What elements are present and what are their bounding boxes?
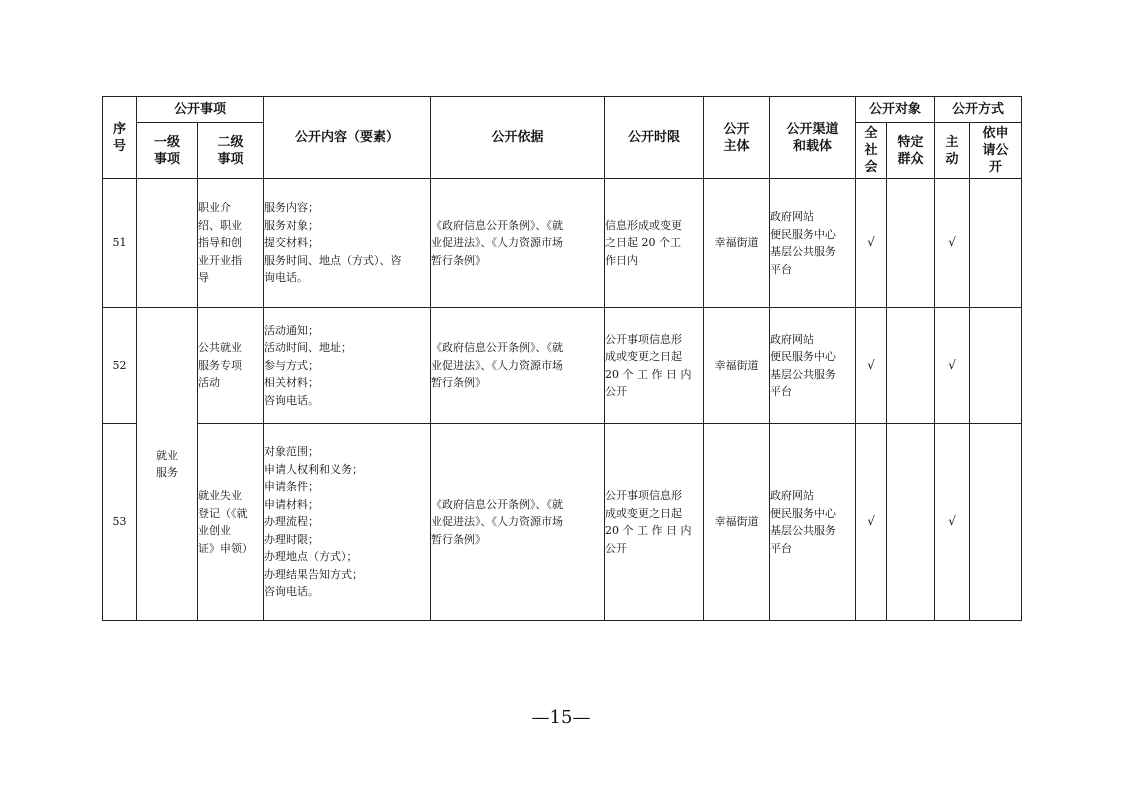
time-limit-cell: 公开事项信息形 成或变更之日起 20 个 工 作 日 内 公开 [605, 308, 704, 424]
basis-cell: 《政府信息公开条例》、《就 业促进法》、《人力资源市场 暂行条例》 [431, 179, 605, 308]
level1-cell-empty [137, 179, 198, 308]
header-target-all: 全社会 [856, 123, 887, 179]
target-all-check: √ [856, 424, 887, 621]
level2-cell: 公共就业 服务专项 活动 [198, 308, 264, 424]
method-apply-check [970, 424, 1022, 621]
basis-cell: 《政府信息公开条例》、《就 业促进法》、《人力资源市场 暂行条例》 [431, 308, 605, 424]
subject-cell: 幸福街道 [704, 179, 770, 308]
content-cell: 对象范围； 申请人权利和义务； 申请条件； 申请材料； 办理流程； 办理时限； 办理地点（方式）； 办理结果告知方式； 咨询电话。 [264, 424, 431, 621]
method-active-check: √ [935, 308, 970, 424]
level2-cell: 职业介 绍、职业 指导和创 业开业指 导 [198, 179, 264, 308]
target-specific-check [887, 308, 935, 424]
header-seq: 序号 [103, 97, 137, 179]
header-items-group: 公开事项 [137, 97, 264, 123]
target-specific-check [887, 424, 935, 621]
header-basis: 公开依据 [431, 97, 605, 179]
level1-cell: 就业服务 [137, 308, 198, 621]
method-apply-check [970, 179, 1022, 308]
basis-cell: 《政府信息公开条例》、《就 业促进法》、《人力资源市场 暂行条例》 [431, 424, 605, 621]
header-method-group: 公开方式 [935, 97, 1022, 123]
target-specific-check [887, 179, 935, 308]
level2-cell: 就业失业 登记（《就 业创业 证》申领） [198, 424, 264, 621]
header-channel: 公开渠道和载体 [770, 97, 856, 179]
target-all-check: √ [856, 308, 887, 424]
time-limit-cell: 信息形成或变更 之日起 20 个工 作日内 [605, 179, 704, 308]
table-row [103, 179, 1022, 308]
page-number: —15— [531, 707, 591, 728]
channel-cell: 政府网站 便民服务中心 基层公共服务 平台 [770, 308, 856, 424]
channel-cell: 政府网站 便民服务中心 基层公共服务 平台 [770, 179, 856, 308]
content-cell: 服务内容； 服务对象； 提交材料； 服务时间、地点（方式）、咨 询电话。 [264, 179, 431, 308]
row-seq: 51 [103, 179, 137, 308]
table-row [103, 424, 1022, 621]
header-time-limit: 公开时限 [605, 97, 704, 179]
disclosure-table [102, 96, 1022, 621]
row-seq: 53 [103, 424, 137, 621]
table-row [103, 308, 1022, 424]
header-content: 公开内容（要素） [264, 97, 431, 179]
method-apply-check [970, 308, 1022, 424]
header-target-specific: 特定群众 [887, 123, 935, 179]
header-subject: 公开主体 [704, 97, 770, 179]
header-level1: 一级事项 [137, 123, 198, 179]
method-active-check: √ [935, 179, 970, 308]
content-cell: 活动通知； 活动时间、地址； 参与方式； 相关材料； 咨询电话。 [264, 308, 431, 424]
header-method-apply: 依申请公开 [970, 123, 1022, 179]
target-all-check: √ [856, 179, 887, 308]
subject-cell: 幸福街道 [704, 308, 770, 424]
method-active-check: √ [935, 424, 970, 621]
header-method-active: 主动 [935, 123, 970, 179]
channel-cell: 政府网站 便民服务中心 基层公共服务 平台 [770, 424, 856, 621]
subject-cell: 幸福街道 [704, 424, 770, 621]
header-target-group: 公开对象 [856, 97, 935, 123]
row-seq: 52 [103, 308, 137, 424]
header-level2: 二级事项 [198, 123, 264, 179]
time-limit-cell: 公开事项信息形 成或变更之日起 20 个 工 作 日 内 公开 [605, 424, 704, 621]
